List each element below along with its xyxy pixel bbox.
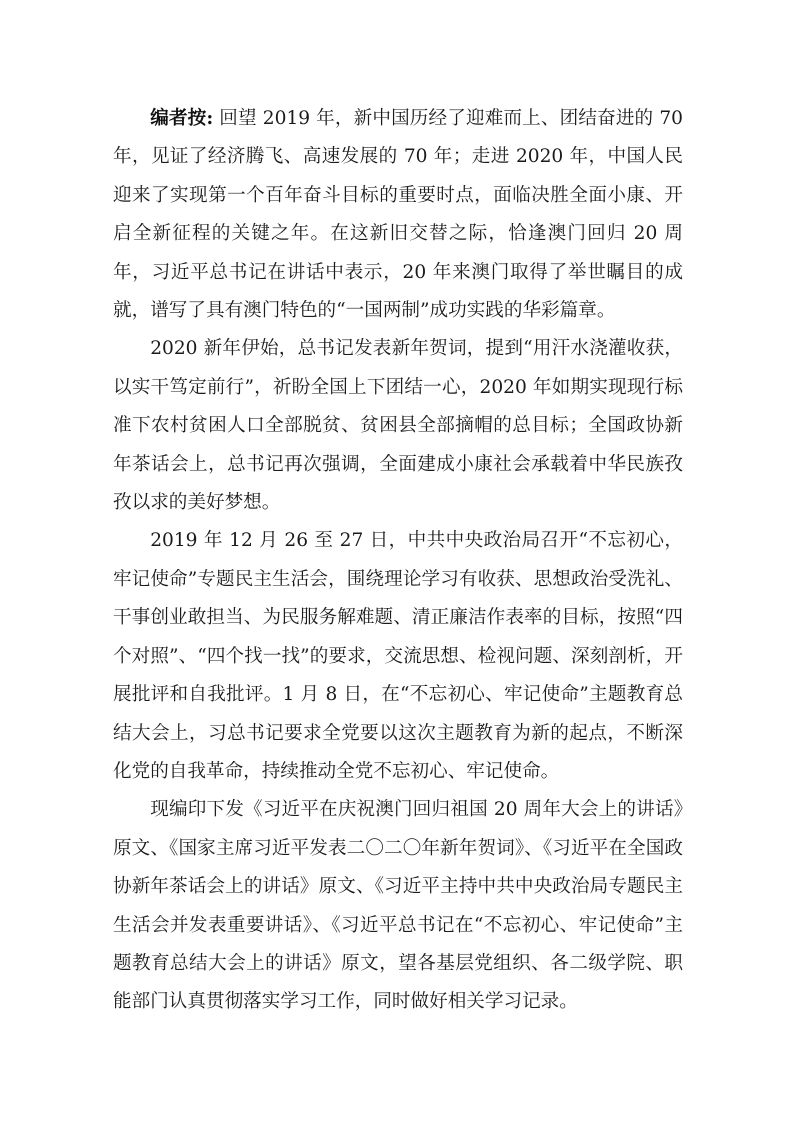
- document-body: [113, 100, 683, 1022]
- paragraph-distribution-notice: [113, 791, 683, 1021]
- paragraph-politburo-meeting: [113, 522, 683, 791]
- paragraph-text: 2019 年 12 月 26 至 27 日，中共中央政治局召开“不忘初心，牢记使命”专题民主生活会，围绕理论学习有收获、思想政治受洗礼、干事创业敢担当、为民服务解难题、清正廉洁作表率的目标，按照“四个对照”、“四个找一找”的要求，交流思想、检视问题、深刻剖析，开展批评和自我批评。1 月 8 日，在“不忘初心、牢记使命”主题教育总结大会上，习总书记要求全党要以这次主题教育为新的起点，不断深化党的自我革命，持续推动全党不忘初心、牢记使命。: [113, 530, 683, 782]
- paragraph-text: 现编印下发《习近平在庆祝澳门回归祖国 20 周年大会上的讲话》原文、《国家主席习近平发表二〇二〇年新年贺词》、《习近平在全国政协新年茶话会上的讲话》原文、《习近平主持中共中央政治局专题民主生活会并发表重要讲话》、《习近平总书记在“不忘初心、牢记使命”主题教育总结大会上的讲话》原文，望各基层党组织、各二级学院、职能部门认真贯彻落实学习工作，同时做好相关学习记录。: [113, 799, 683, 1013]
- paragraph-new-year-address: [113, 330, 683, 522]
- editor-note-label: 编者按:: [150, 108, 214, 129]
- paragraph-text: 回望 2019 年，新中国历经了迎难而上、团结奋进的 70 年，见证了经济腾飞、高速发展的 70 年；走进 2020 年，中国人民迎来了实现第一个百年奋斗目标的重要时点，面临决胜全面小康、开启全新征程的关键之年。在这新旧交替之际，恰逢澳门回归 20 周年，习近平总书记在讲话中表示，20 年来澳门取得了举世瞩目的成就，谱写了具有澳门特色的“一国两制”成功实践的华彩篇章。: [113, 108, 683, 322]
- paragraph-editor-note: [113, 100, 683, 330]
- paragraph-text: 2020 新年伊始，总书记发表新年贺词，提到“用汗水浇灌收获，以实干笃定前行”，祈盼全国上下团结一心，2020 年如期实现现行标准下农村贫困人口全部脱贫、贫困县全部摘帽的总目标；全国政协新年茶话会上，总书记再次强调，全面建成小康社会承载着中华民族孜孜以求的美好梦想。: [113, 338, 683, 514]
